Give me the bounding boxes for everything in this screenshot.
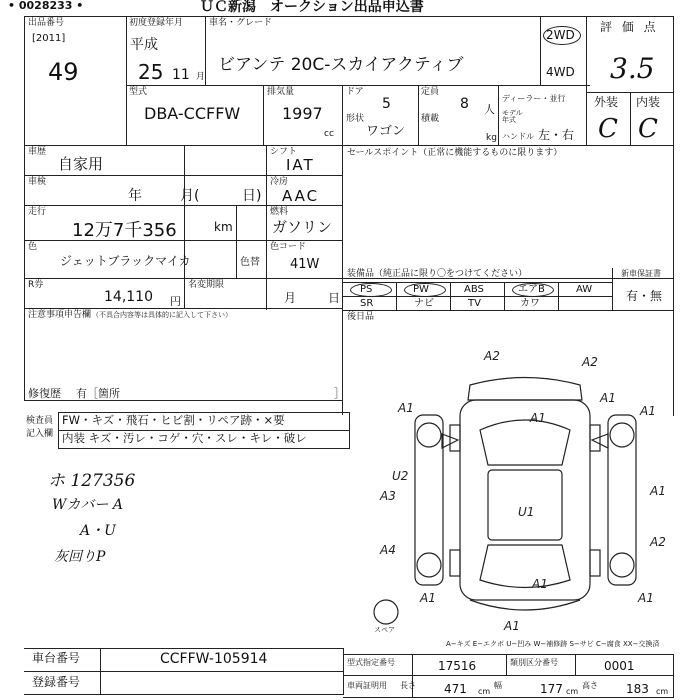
- notes-label: 注意事項申告欄: [28, 310, 92, 320]
- height-value: 183: [626, 682, 649, 696]
- diagram-mark-16: A1: [504, 619, 520, 633]
- ac-label: 冷房: [270, 177, 289, 187]
- equip-tv: TV: [468, 298, 481, 309]
- interior-label: 内装: [636, 95, 661, 109]
- diagram-mark-13: A1: [420, 591, 436, 605]
- body-shape-label: 形状: [346, 114, 365, 124]
- model-year-label: モデル 年式: [502, 109, 523, 124]
- handwritten-line-1: ホ 127356: [48, 471, 136, 491]
- inspection-day: 日): [242, 188, 262, 204]
- handwritten-line-4: 灰回りP: [54, 549, 106, 565]
- lot-year: [2011]: [32, 33, 66, 44]
- car-name: ビアンテ 20C-スカイアクティブ: [218, 55, 464, 75]
- shift-value: IAT: [286, 156, 315, 174]
- capacity-unit: 人: [484, 103, 495, 116]
- diagram-mark-12: A2: [650, 535, 666, 549]
- registration-month: 11: [172, 67, 190, 83]
- diagram-mark-8: A3: [380, 489, 396, 503]
- inspection-month: 月(: [180, 188, 200, 204]
- equip-ps: PS: [360, 284, 373, 295]
- color-value: ジェットブラックマイカ: [60, 254, 191, 268]
- shift-label: シフト: [270, 147, 298, 157]
- equipment-label: 装備品（純正品に限り〇をつけてください）: [347, 269, 528, 279]
- recycle-label: R券: [28, 280, 44, 290]
- doors-value: 5: [382, 96, 391, 112]
- score-label: 評 価 点: [600, 20, 659, 34]
- rear-item-label: 後日品: [347, 312, 375, 322]
- color-code-label: 色コード: [270, 242, 307, 252]
- repair-value: 有［箇所: [76, 387, 120, 400]
- equip-airbag: エアB: [518, 284, 545, 295]
- displacement-unit: cc: [324, 129, 334, 139]
- category-label: 類別区分番号: [510, 658, 558, 667]
- color-label: 色: [28, 242, 38, 252]
- name-change-month: 月: [284, 291, 297, 305]
- registration-era: 平成: [130, 37, 158, 53]
- height-label: 高さ: [582, 681, 598, 690]
- color-code-value: 41W: [290, 257, 320, 272]
- use-value: 自家用: [58, 155, 104, 173]
- fuel-label: 燃料: [270, 207, 289, 217]
- dimensions-label: 車両証明用: [347, 681, 387, 690]
- spare-label: スペア: [374, 626, 395, 634]
- load-unit: kg: [486, 133, 497, 143]
- displacement-label: 排気量: [267, 87, 295, 97]
- load-label: 積載: [421, 114, 440, 124]
- diagram-mark-9: U1: [518, 505, 535, 519]
- name-change-day: 日: [328, 291, 341, 305]
- model-value: DBA-CCFFW: [144, 104, 241, 123]
- handle-label: ハンドル: [502, 132, 534, 141]
- registration-year: 25: [138, 60, 164, 84]
- diagram-mark-1: A2: [484, 349, 500, 363]
- inspection-label: 車検: [28, 177, 47, 187]
- form-title: ＵＣ新潟 オークション出品申込書: [200, 0, 424, 15]
- equip-abs: ABS: [464, 284, 484, 295]
- drive-2wd: 2WD: [546, 28, 575, 42]
- fuel-value: ガソリン: [272, 218, 333, 236]
- inspector-label-1: 検査員: [26, 416, 54, 426]
- inspector-row-2: 内装 キズ・汚レ・コゲ・穴・スレ・キレ・破レ: [62, 431, 307, 445]
- diagram-mark-14: A1: [532, 577, 548, 591]
- use-label: 車歴: [28, 147, 47, 157]
- length-unit: cm: [478, 687, 491, 696]
- equip-aw: AW: [576, 284, 593, 295]
- equip-navi: ナビ: [414, 298, 434, 309]
- warranty-label: 新車保証書: [621, 269, 661, 278]
- diagram-mark-5: A1: [600, 391, 616, 405]
- repair-label: 修復歴: [28, 387, 61, 400]
- serial-number: • 0028233 •: [8, 0, 84, 12]
- diagram-mark-7: U2: [392, 469, 409, 483]
- body-shape-value: ワゴン: [366, 124, 406, 139]
- doors-label: ドア: [346, 87, 364, 97]
- type-designation-label: 型式指定番号: [347, 658, 395, 667]
- capacity-label: 定員: [421, 87, 440, 97]
- length-value: 471: [444, 682, 467, 696]
- diagram-mark-10: A1: [650, 484, 666, 498]
- category-value: 0001: [604, 659, 635, 673]
- length-label: 長さ: [400, 681, 416, 690]
- handwritten-line-2: Wカバー A: [52, 497, 123, 513]
- score-value: 3.5: [610, 52, 655, 85]
- repair-close: ］: [334, 387, 345, 400]
- equip-pw: PW: [413, 284, 429, 295]
- drive-4wd: 4WD: [546, 65, 575, 79]
- inspection-year: 年: [128, 188, 142, 204]
- chassis-value: CCFFW-105914: [160, 651, 268, 667]
- displacement-value: 1997: [282, 104, 323, 123]
- recycle-unit: 円: [170, 295, 181, 308]
- ac-value: AAC: [282, 187, 320, 205]
- diagram-mark-2: A2: [582, 355, 598, 369]
- model-label: 型式: [129, 87, 148, 97]
- width-unit: cm: [566, 687, 579, 696]
- handwritten-line-3: A・U: [80, 523, 116, 539]
- diagram-mark-11: A4: [380, 543, 396, 557]
- car-diagram: [350, 340, 680, 650]
- type-designation-value: 17516: [438, 659, 477, 673]
- recycle-value: 14,110: [104, 289, 153, 305]
- width-value: 177: [540, 682, 563, 696]
- registration-label: 初度登録年月: [129, 18, 184, 28]
- width-label: 幅: [494, 681, 502, 690]
- mileage-value: 12万7千356: [72, 220, 177, 241]
- warranty-value: 有・無: [626, 289, 663, 303]
- color-repaint: 色替: [240, 257, 260, 268]
- name-change-label: 名変期限: [188, 280, 225, 290]
- diagram-mark-3: A1: [398, 401, 414, 415]
- equip-leather: カワ: [520, 298, 540, 309]
- equip-sr: SR: [360, 298, 374, 309]
- damage-legend: A−キズ E−エクボ U−凹み W−補修跡 S−サビ C−腐食 XX−交換済: [446, 640, 660, 648]
- diagram-mark-6: A1: [640, 404, 656, 418]
- notes-sub: （不具合内容等は具体的に記入して下さい）: [92, 311, 232, 319]
- mileage-label: 走行: [28, 207, 47, 217]
- registration-month-unit: 月: [196, 72, 206, 82]
- interior-value: C: [638, 114, 658, 144]
- exterior-label: 外装: [594, 95, 619, 109]
- handle-value: 左・右: [538, 128, 575, 142]
- exterior-value: C: [598, 114, 618, 144]
- diagram-mark-4: A1: [530, 411, 546, 425]
- lot-label: 出品番号: [28, 18, 65, 28]
- height-unit: cm: [656, 687, 669, 696]
- capacity-value: 8: [460, 96, 469, 112]
- dealer-label: ディーラー・並行: [502, 94, 566, 103]
- diagram-mark-15: A1: [638, 591, 654, 605]
- chassis-label: 車台番号: [32, 651, 81, 665]
- lot-number: 49: [48, 58, 79, 86]
- inspector-label-2: 記入欄: [26, 429, 54, 439]
- sales-point-label: セールスポイント（正常に機能するものに限ります）: [347, 148, 563, 158]
- reg-number-label: 登録番号: [32, 675, 81, 689]
- car-name-label: 車名・グレード: [209, 18, 273, 28]
- mileage-unit: km: [214, 220, 233, 234]
- inspector-row-1: FW・キズ・飛石・ヒビ割・リペア跡・×要: [62, 413, 285, 427]
